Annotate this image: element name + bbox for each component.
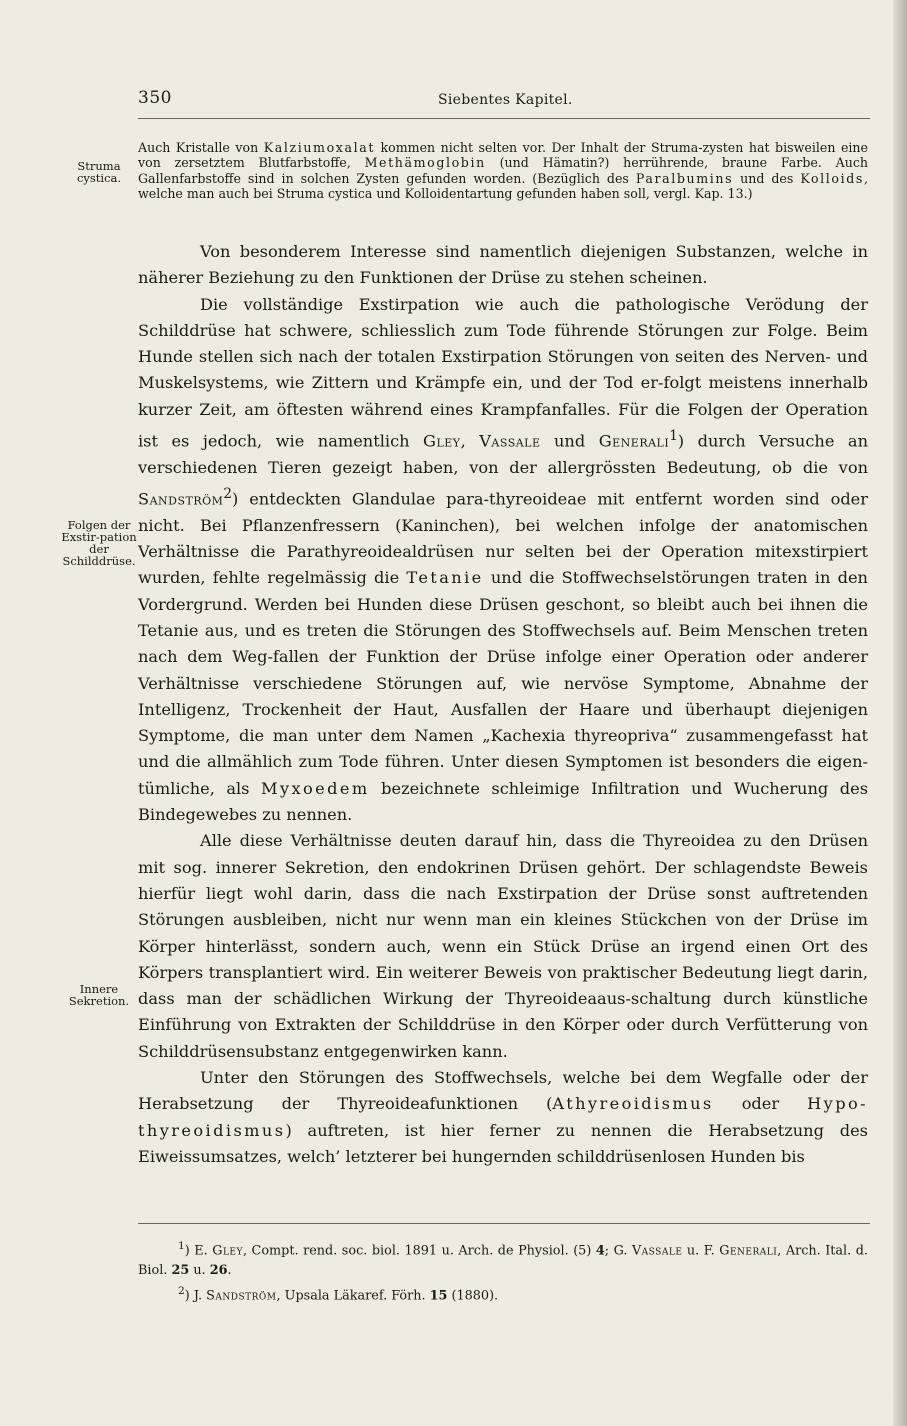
margin-note-folgen-der-exstirpation: Folgen der Exstir-pation der Schilddrüse. bbox=[61, 518, 137, 568]
footnote-2: $^2$) J. Sandström, Upsala Läkaref. Förh. 15 (1880). bbox=[178, 1284, 499, 1304]
footnote-ref-2[interactable]: 2 bbox=[223, 486, 233, 503]
footnote-rule bbox=[138, 1223, 870, 1224]
footnotes bbox=[138, 1236, 868, 1307]
footnote-ref-1[interactable]: 1 bbox=[669, 428, 678, 445]
term-paralbumins: Paralbumins bbox=[635, 170, 734, 186]
margin-note-struma-cystica: Struma cystica. bbox=[76, 159, 122, 185]
margin-note-innere-sekretion: Innere Sekretion. bbox=[68, 982, 130, 1008]
paragraph-innere-sekretion: Alle diese Verhältnisse deuten darauf hin, dass die Thyreoidea zu den Drüsen mit sog. innerer Sekretion, den endokrinen Drüsen gehört. Der schlagendste Beweis hierfür liegt wohl darin, dass die nach Exstirpation der Drüse sonst auftretenden Störungen ausbleiben, nicht nur wenn man ein kleines Stückchen von der Drüse im Körper hinterlässt, sondern auch, wenn ein Stück Drüse an irgend einen Ort des Körpers transplantiert wird. Ein weiterer Beweis von praktischer Bedeutung liegt darin, dass man der schädlichen Wirkung der Thyreoideaaus-schaltung durch künstliche Einführung von Extrakten der Schilddrüse in den Körper oder durch Verfütterung von Schilddrüsensubstanz entgegenwirken kann. bbox=[138, 831, 868, 1061]
page-number: 350 bbox=[138, 88, 172, 108]
main-text bbox=[138, 239, 868, 1170]
paragraph-kristalle: Auch Kristalle von Kalziumoxalat kommen nicht selten vor. Der Inhalt der Struma-zysten hat bisweilen eine von zersetztem Blutfarbstoffe, Methämoglobin (und Hämatin?) herrührende, braune Farbe. Auch Gallenfarbstoffe sind in solchen Zysten gefunden worden. (Bezüglich des Paralbumins und des Kolloids, welche man auch bei Struma cystica und Kolloidentartung gefunden haben soll, vergl. Kap. 13.) bbox=[138, 140, 868, 201]
running-header bbox=[138, 88, 868, 118]
paragraph-interesse: Von besonderem Interesse sind namentlich diejenigen Substanzen, welche in näherer Beziehung zu den Funktionen der Drüse zu stehen scheinen. bbox=[138, 242, 868, 288]
term-hypothyreoidismus: Hypo-thyreoidismus bbox=[138, 1094, 868, 1140]
paragraph-exstirpation: Die vollständige Exstirpation wie auch die pathologische Verödung der Schilddrüse hat schwere, schliesslich zum Tode führende Störungen zur Folge. Beim Hunde stellen sich nach der totalen Exstirpation Störungen von seiten des Nerven- und Muskelsystems, wie Zittern und Krämpfe ein, und der Tod er-folgt meistens innerhalb kurzer Zeit, am öftesten während eines Krampfanfalles. Für die Folgen der Operation ist es jedoch, wie namentlich Gley, Vassale und Generali$^1$) durch Versuche an verschiedenen Tieren gezeigt haben, von der allergrössten Bedeutung, ob die von Sandström$^2$) entdeckten Glandulae para-thyreoideae mit entfernt worden sind oder nicht. Bei Pflanzenfressern (Kaninchen), bei welchen infolge der anatomischen Verhältnisse die Parathyreoidealdrüsen nur selten bei der Operation mitexstirpiert wurden, fehlte regelmässig die Tetanie und die Stoffwechselstörungen traten in den Vordergrund. Werden bei Hunden diese Drüsen geschont, so bleibt auch bei ihnen die Tetanie aus, und es treten die Störungen des Stoffwechsels auf. Beim Menschen treten nach dem Weg-fallen der Funktion der Drüse infolge einer Operation oder anderer Verhältnisse verschiedene Störungen auf, wie nervöse Symptome, Abnahme der Intelligenz, Trockenheit der Haut, Ausfallen der Haare und überhaupt diejenigen Symptome, die man unter dem Namen „Kachexia thyreopriva“ zusammengefasst hat und die allmählich zum Tode führen. Unter diesen Symptomen ist besonders die eigen-tümliche, als Myxoedem bezeichnete schleimige Infiltration und Wucherung des Bindegewebes zu nennen. bbox=[138, 294, 868, 825]
page-edge bbox=[893, 0, 907, 1426]
term-tetanie: Tetanie bbox=[406, 568, 484, 588]
term-athyreoidismus: Athyreoidismus bbox=[552, 1094, 714, 1114]
small-print-paragraph bbox=[138, 140, 868, 201]
term-kolloids: Kolloids bbox=[800, 170, 864, 186]
author-gley: Gley bbox=[423, 431, 461, 451]
footnote-1: $^1$) E. Gley, Compt. rend. soc. biol. 1891 u. Arch. de Physiol. (5) 4; G. Vassale u. F. Generali, Arch. Ital. d. Biol. 25 u. 26. bbox=[138, 1239, 868, 1279]
author-generali: Generali bbox=[598, 431, 670, 451]
author-sandstroem: Sandström bbox=[138, 489, 224, 509]
paragraph-stoffwechsel: Unter den Störungen des Stoffwechsels, welche bei dem Wegfalle oder der Herabsetzung der Thyreoideafunktionen (Athyreoidismus oder Hypo-thyreoidismus) auftreten, ist hier ferner zu nennen die Herabsetzung des Eiweissumsatzes, welch’ letzterer bei hungernden schilddrüsenlosen Hunden bis bbox=[138, 1067, 868, 1166]
term-kalziumoxalat: Kalziumoxalat bbox=[263, 140, 375, 155]
header-rule bbox=[138, 118, 870, 119]
term-myxoedem: Myxoedem bbox=[260, 778, 370, 798]
author-vassale: Vassale bbox=[479, 431, 541, 451]
term-methaemoglobin: Methämoglobin bbox=[364, 155, 486, 171]
chapter-title: Siebentes Kapitel. bbox=[438, 92, 573, 108]
